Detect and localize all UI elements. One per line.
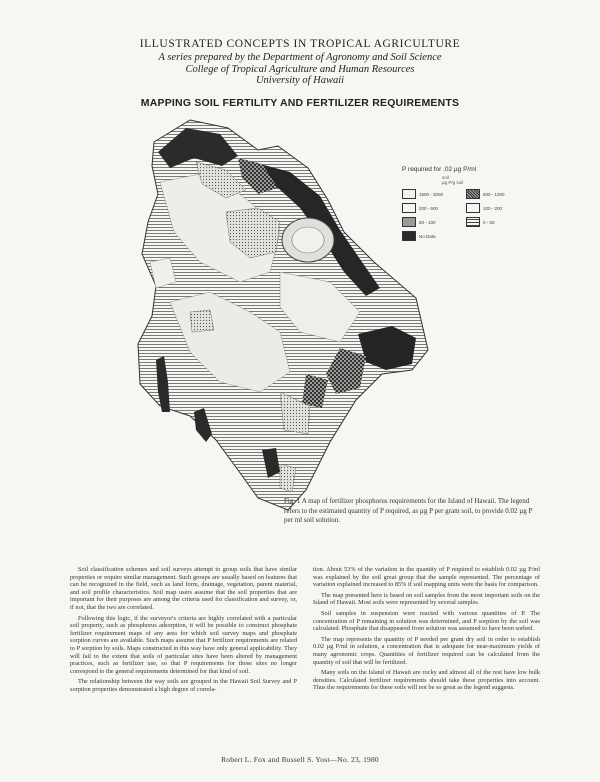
paragraph: Soil samples in suspension were reacted with various quantities of P. The concentration of P remaining in solution was determined, and P sorption by the soil was calculated. Phosphate that disappeared from solution was assumed to have been sorbed. bbox=[313, 609, 540, 633]
department-line: A series prepared by the Department of Agronomy and Soil Science bbox=[158, 52, 442, 63]
university-line: University of Hawaii bbox=[255, 75, 345, 86]
legend-item-label: 0 - 50 bbox=[483, 219, 495, 225]
paragraph: The map presented here is based on soil samples from the most important soils on the Island of Hawaii. Most soils were represented by several samples. bbox=[313, 591, 540, 607]
legend-item-label: 600 - 1000 bbox=[483, 191, 505, 197]
legend-swatch bbox=[402, 189, 416, 199]
paragraph: Many soils on the Island of Hawaii are rocky and almost all of the rest have low bulk densities. Calculated fertilizer requirements should take these properties into account. Thus the requirements for these soils will not be so great as the legend suggests. bbox=[313, 669, 540, 692]
page-title: MAPPING SOIL FERTILITY AND FERTILIZER REQUIREMENTS bbox=[140, 97, 460, 109]
legend-item bbox=[466, 217, 522, 227]
island-map bbox=[130, 112, 430, 512]
legend-item bbox=[402, 231, 458, 241]
legend-item bbox=[466, 203, 522, 213]
paragraph: The map represents the quantity of P needed per gram dry soil in order to establish 0.02 µg P/ml in solution, a concentration that is adequate for near-maximum yields of many agronomic crops. Quantities of fertilizer required can be calculated from the quantity of soil that will be fertilized. bbox=[313, 635, 540, 666]
summit-crater-inner bbox=[292, 227, 324, 253]
legend-swatch bbox=[466, 217, 480, 227]
legend-item bbox=[466, 189, 522, 199]
legend-item bbox=[402, 189, 458, 199]
legend-swatch bbox=[402, 217, 416, 227]
legend-subtitle bbox=[442, 175, 532, 185]
map-legend bbox=[402, 166, 532, 241]
right-column bbox=[313, 566, 540, 697]
legend-item bbox=[402, 217, 458, 227]
legend-subtitle-line: µg P/g soil bbox=[442, 180, 464, 185]
legend-item-label: No Data bbox=[419, 233, 436, 239]
paragraph: tion. About 53% of the variation in the quantity of P required to establish 0.02 µg P/ml was explained by the soil great group that the sample represented. The percentage of variation explained increased to 85% if soil mapping units were the basis for comparison. bbox=[313, 566, 540, 589]
author-footer: Robert L. Fox and Russell S. Yost—No. 23, 1980 bbox=[221, 755, 379, 764]
series-subtitle bbox=[0, 52, 600, 87]
paragraph: Following this logic, if the surveyor's criteria are highly correlated with a particular soil property, such as phosphorus adsorption, it will be possible to construct phosphate fertilizer requirement maps of any area for which soil survey maps and phosphate sorption curves are available. Such maps assume that P fertilizer requirements are related to P sorption by soils. Maps constructed in this way have only general applicability. They will fail to the extent that soils of particular sites have been altered by management practices, such as fertilizer use, so that P requirements for those sites no longer correspond to the general requirements determined for that kind of soil. bbox=[70, 614, 297, 675]
legend-item-label: 200 - 600 bbox=[419, 205, 439, 211]
body-text bbox=[70, 566, 540, 697]
legend-swatch bbox=[466, 203, 480, 213]
legend-title: P required for .02 µg P/ml bbox=[402, 166, 477, 173]
legend-item bbox=[402, 203, 458, 213]
paragraph: Soil classification schemes and soil surveys attempt to group soils that have similar properties or require similar management. Such groups are usually based on features that can be recognized in the field, such as land form, drainage, vegetation, parent material, and soil profile characteristics. Soil map users assume that the soil properties that are important for their purposes are among the criteria used for classification and survey, or, if not, that the two are correlated. bbox=[70, 566, 297, 611]
soil-zone-dotted bbox=[190, 310, 214, 332]
left-column bbox=[70, 566, 297, 697]
legend-item-label: 1500 - 3000 bbox=[419, 191, 444, 197]
legend-item-label: 100 - 200 bbox=[483, 205, 503, 211]
legend-subtitle-line: soil bbox=[442, 175, 449, 180]
series-title: ILLUSTRATED CONCEPTS IN TROPICAL AGRICULTURE bbox=[139, 38, 461, 50]
legend-item-label: 50 - 100 bbox=[419, 219, 436, 225]
paragraph: The relationship between the way soils are grouped in the Hawaii Soil Survey and P sorption properties demonstrated a high degree of correla- bbox=[70, 678, 297, 693]
legend-swatch bbox=[402, 203, 416, 213]
legend-swatch bbox=[402, 231, 416, 241]
college-line: College of Tropical Agriculture and Human Resources bbox=[185, 63, 415, 75]
legend-swatch bbox=[466, 189, 480, 199]
figure-caption: Fig. 1 A map of fertilizer phosphorus requirements for the Island of Hawaii. The legend refers to the estimated quantity of P required, as µg P per gram soil, to provide 0.02 µg P per ml soil solution. bbox=[284, 497, 533, 524]
